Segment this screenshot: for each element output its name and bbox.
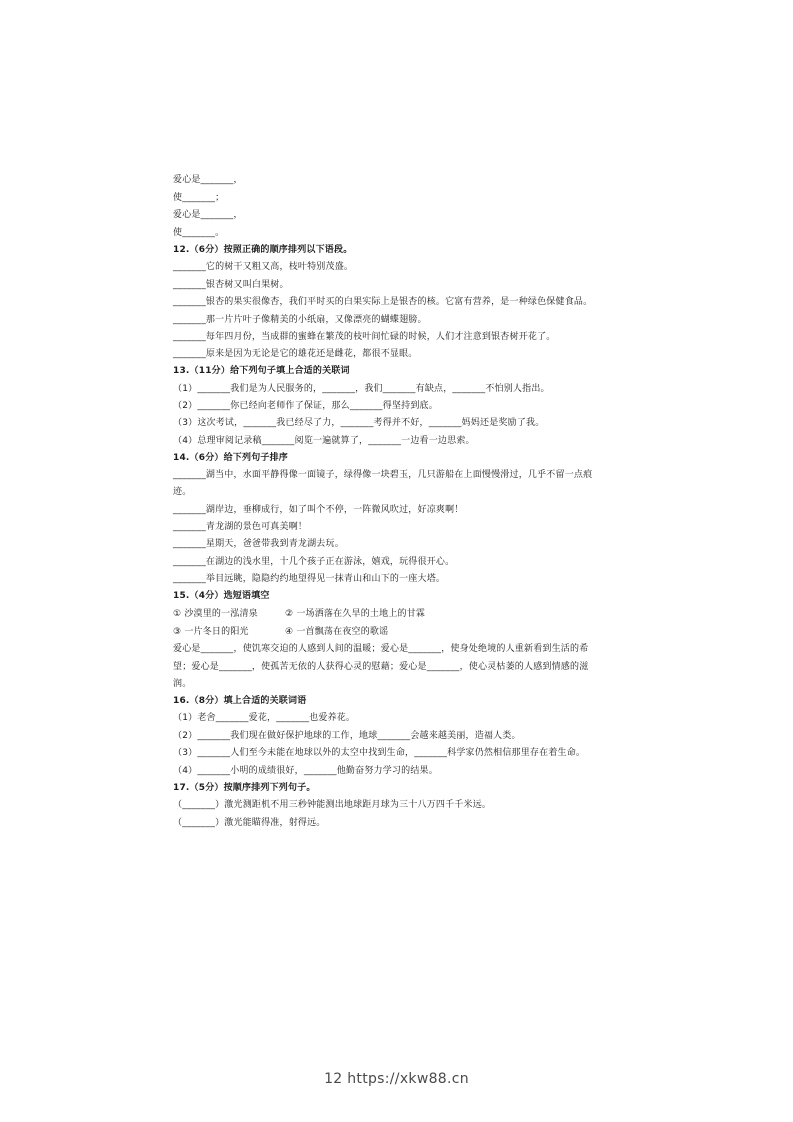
question-14-line: _______星期天，爸爸带我到青龙湖去玩。 [173,539,344,549]
question-14-title: 14.（6分）给下列句子排序 [173,453,289,463]
question-16-title: 16.（8分）填上合适的关联词语 [173,696,307,706]
question-16-line: （1）老舍_______爱花，_______也爱养花。 [173,713,356,723]
question-12-line: _______原来是因为无论是它的雄花还是雌花，都很不显眼。 [173,349,418,359]
question-12-line: _______每年四月份，当成群的蜜蜂在繁茂的枝叶间忙碌的时候，人们才注意到银杏树开花了。 [173,332,556,342]
question-13-title: 13.（11分）给下列句子填上合适的关联词 [173,366,350,376]
intro-line: 使_______。 [173,228,225,238]
option-item: ① 沙漠里的一泓清泉 [173,609,258,619]
question-14-line: _______青龙湖的景色可真美啊！ [173,522,308,532]
question-15-text: 爱心是_______，使饥寒交迫的人感到人间的温暖；爱心是_______，使身处绝境的人重新看到生活的希 [173,644,589,654]
question-16-line: （3）_______人们至今未能在地球以外的太空中找到生命，_______科学家仍然相信那里存在着生命。 [173,748,586,758]
intro-line: 爱心是_______， [173,210,243,220]
question-12-title: 12.（6分）按照正确的顺序排列以下语段。 [173,245,353,255]
option-item: ③ 一片冬日的阳光 [173,627,249,637]
option-item: ④ 一首飘荡在夜空的歌谣 [285,627,389,637]
question-14-line: _______举目远眺，隐隐约约地望得见一抹青山和山下的一座大塔。 [173,574,446,584]
question-13-line: （1）_______我们是为人民服务的，_______，我们_______有缺点，_______不怕别人指出。 [173,384,550,394]
question-17-title: 17.（5分）按顺序排列下列句子。 [173,783,316,793]
question-17-line: （_______）激光测距机不用三秒钟能测出地球距月球为三十八万四千千米远。 [173,800,492,810]
intro-line: 爱心是_______， [173,175,243,185]
question-12-line: _______那一片片叶子像精美的小纸扇，又像漂亮的蝴蝶翅膀。 [173,315,427,325]
question-14-line: _______湖岸边，垂柳成行，如了叫个不停，一阵微风吹过，好凉爽啊！ [173,505,464,515]
question-14-line: _______湖当中，水面平静得像一面镜子，绿得像一块碧玉，几只游船在上面慢慢滑过，几乎不留一点痕 [173,470,593,480]
question-14-line: _______在湖边的浅水里，十几个孩子正在游泳，嬉戏，玩得很开心。 [173,557,455,567]
question-13-line: （3）这次考试，_______我已经尽了力，_______考得并不好，_______妈妈还是奖励了我。 [173,418,545,428]
question-16-line: （4）_______小明的成绩很好，_______他勤奋努力学习的结果。 [173,766,438,776]
question-17-line: （_______）激光能瞄得准，射得远。 [173,818,326,828]
question-12-line: _______银杏的果实很像杏，我们平时买的白果实际上是银杏的核。它富有营养，是一种绿色保健食品。 [173,297,593,307]
question-12-line: _______它的树干又粗又高，枝叶特别茂盛。 [173,262,354,272]
question-15-text: 润。 [173,679,192,689]
question-12-line: _______银杏树又叫白果树。 [173,280,289,290]
question-14-line: 迹。 [173,487,192,497]
question-13-line: （4）总理审阅记录稿_______阅览一遍就算了，_______一边看一边思索。 [173,436,475,446]
intro-line: 使_______； [173,193,225,203]
page-footer: 12 https://xkw88.cn [324,1071,469,1087]
question-15-title: 15.（4分）选短语填空 [173,591,270,601]
question-13-line: （2）_______你已经向老师作了保证，那么_______得坚持到底。 [173,401,438,411]
question-15-text: 望；爱心是_______，使孤苦无依的人获得心灵的慰藉；爱心是_______，使心灵枯萎的人感到情感的滋 [173,662,589,672]
question-16-line: （2）_______我们现在做好保护地球的工作，地球_______会越来越美丽，造福人类。 [173,731,521,741]
option-item: ② 一场洒落在久旱的土地上的甘霖 [285,609,426,619]
